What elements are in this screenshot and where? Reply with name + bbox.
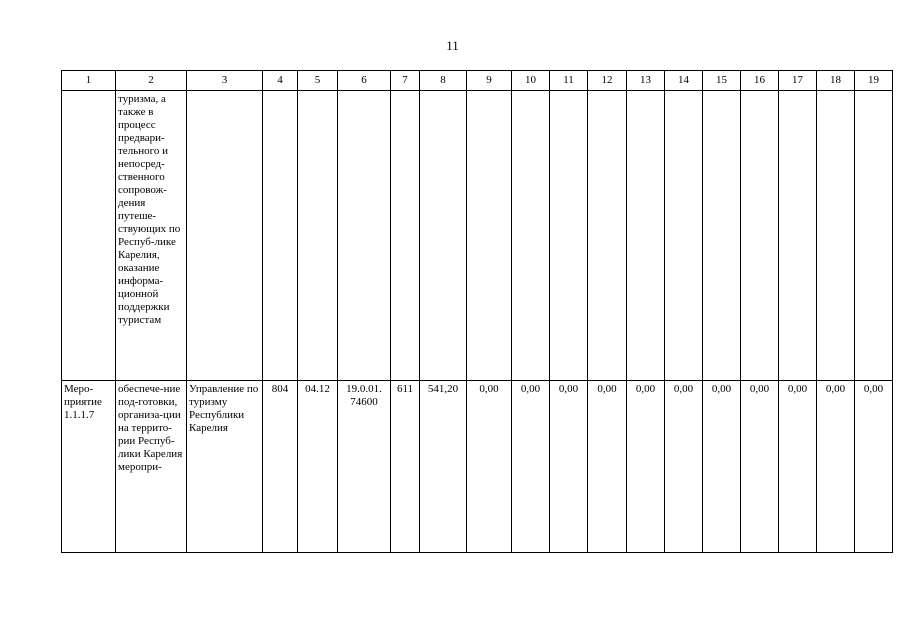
cell-value: 0,00 [550, 381, 588, 553]
cell [187, 91, 263, 381]
column-header: 4 [263, 71, 298, 91]
column-header: 1 [62, 71, 116, 91]
cell-value: 0,00 [741, 381, 779, 553]
table-row-continuation [62, 91, 893, 381]
cell [779, 91, 817, 381]
column-header: 18 [817, 71, 855, 91]
column-header: 6 [338, 71, 391, 91]
cell [298, 91, 338, 381]
cell [855, 91, 893, 381]
column-header: 9 [467, 71, 512, 91]
cell [391, 91, 420, 381]
cell-grbs-code: 804 [263, 381, 298, 553]
column-header: 10 [512, 71, 550, 91]
column-header: 3 [187, 71, 263, 91]
cell [512, 91, 550, 381]
budget-table [61, 70, 893, 553]
column-header: 13 [627, 71, 665, 91]
cell [467, 91, 512, 381]
cell-value: 0,00 [512, 381, 550, 553]
column-header: 2 [116, 71, 187, 91]
cell-section-code: 04.12 [298, 381, 338, 553]
header-row [62, 71, 893, 91]
column-header: 14 [665, 71, 703, 91]
column-header: 7 [391, 71, 420, 91]
cell-value: 0,00 [855, 381, 893, 553]
cell [627, 91, 665, 381]
cell-value: 0,00 [703, 381, 741, 553]
cell [703, 91, 741, 381]
column-header: 15 [703, 71, 741, 91]
cell-value: 0,00 [467, 381, 512, 553]
cell [263, 91, 298, 381]
cell [741, 91, 779, 381]
cell [338, 91, 391, 381]
cell-value: 0,00 [817, 381, 855, 553]
cell [62, 91, 116, 381]
cell [588, 91, 627, 381]
column-header: 19 [855, 71, 893, 91]
column-header: 16 [741, 71, 779, 91]
cell-expense-type: 611 [391, 381, 420, 553]
cell [550, 91, 588, 381]
column-header: 12 [588, 71, 627, 91]
cell [420, 91, 467, 381]
column-header: 5 [298, 71, 338, 91]
column-header: 8 [420, 71, 467, 91]
cell-description: обеспече-ние под-готовки, организа-ции на террито-рии Респуб-лики Карелия меропри- [116, 381, 187, 553]
table-row-measure [62, 381, 893, 553]
page-number: 11 [446, 38, 459, 53]
cell-value: 541,20 [420, 381, 467, 553]
cell-value: 0,00 [588, 381, 627, 553]
cell-measure-id: Меро-приятие 1.1.1.7 [62, 381, 116, 553]
cell-responsible: Управление по туризму Республики Карелия [187, 381, 263, 553]
cell [817, 91, 855, 381]
cell-value: 0,00 [627, 381, 665, 553]
cell [665, 91, 703, 381]
cell-target-code: 19.0.01. 74600 [338, 381, 391, 553]
column-header: 11 [550, 71, 588, 91]
cell-value: 0,00 [779, 381, 817, 553]
cell-value: 0,00 [665, 381, 703, 553]
cell-description: туризма, а также в процесс предвари-тельного и непосред-ственного сопровож-дения путеше-ствующих по Респуб-лике Карелия, оказание информа-ционной поддержки туристам [116, 91, 187, 381]
column-header: 17 [779, 71, 817, 91]
